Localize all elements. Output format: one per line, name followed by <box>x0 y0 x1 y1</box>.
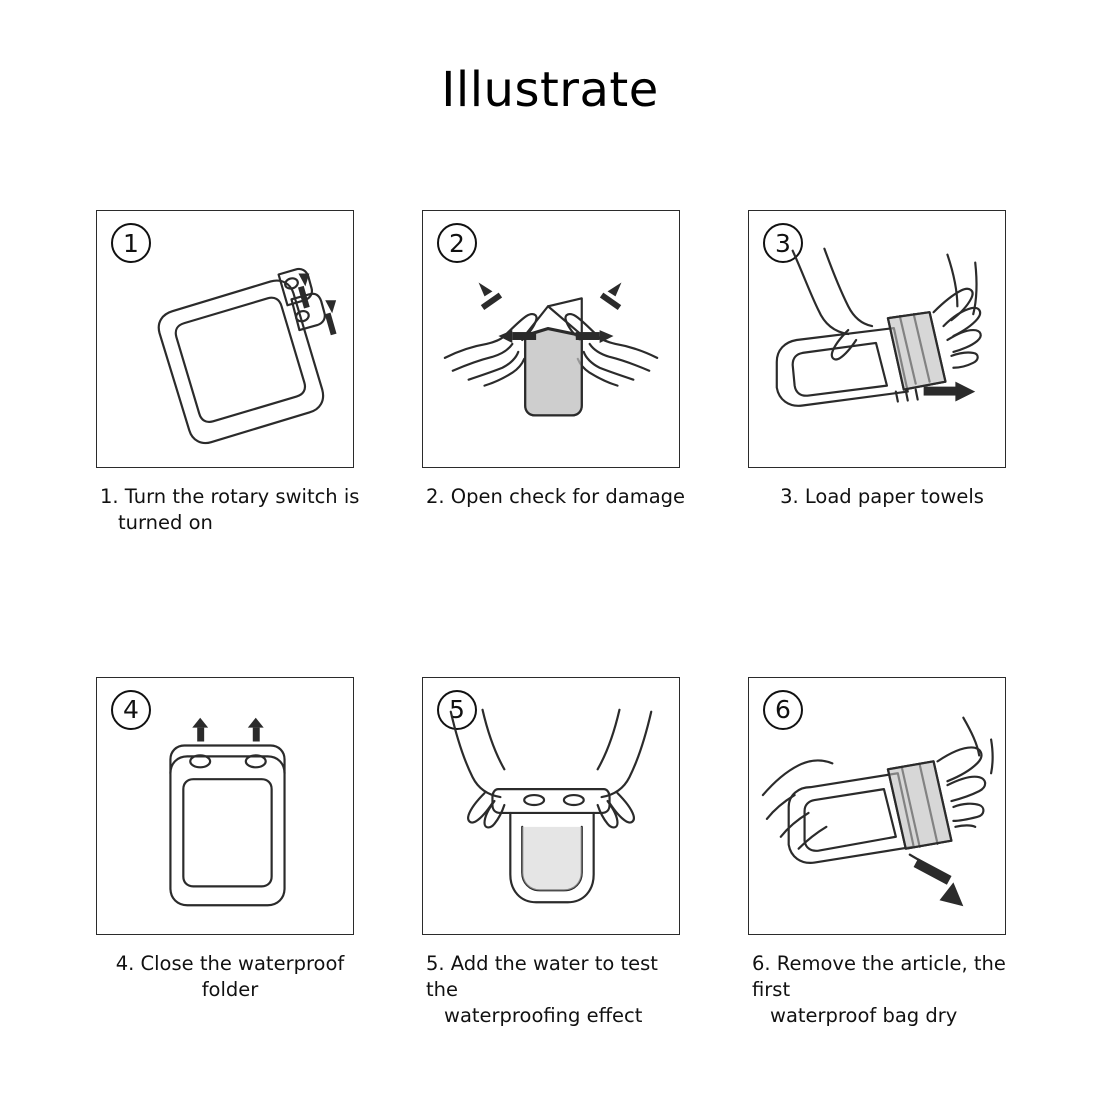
step-2-caption-line1: 2. Open check for damage <box>426 485 686 508</box>
step-3-caption-line1: 3. Load paper towels <box>780 485 984 508</box>
step-2-panel <box>422 210 680 468</box>
step-5-panel <box>422 677 680 935</box>
step-2-badge: 2 <box>437 223 477 263</box>
step-4-caption <box>96 951 364 1004</box>
step-6-caption-line1: 6. Remove the article, the first <box>752 951 1006 1001</box>
step-5-badge: 5 <box>437 690 477 730</box>
step-1-illustration <box>97 211 353 467</box>
step-2-caption <box>422 484 690 510</box>
step-1-caption <box>96 484 364 537</box>
step-3-caption <box>748 484 1016 510</box>
step-5-caption-line1: 5. Add the water to test the <box>426 951 658 1001</box>
step-3-badge: 3 <box>763 223 803 263</box>
step-5-caption <box>422 951 690 1030</box>
step-3 <box>748 210 1016 537</box>
step-4-caption-line1: 4. Close the waterproof folder <box>115 951 345 1001</box>
step-2 <box>422 210 690 537</box>
step-2-illustration <box>423 211 679 467</box>
step-6-caption <box>748 951 1016 1030</box>
step-5-caption-line2: waterproofing effect <box>444 1004 643 1028</box>
step-4 <box>96 677 364 1030</box>
step-3-illustration <box>749 211 1005 467</box>
step-6-caption-line2: waterproof bag dry <box>770 1004 958 1028</box>
step-1 <box>96 210 364 537</box>
page-title: Illustrate <box>441 62 659 118</box>
step-1-panel <box>96 210 354 468</box>
step-3-panel <box>748 210 1006 468</box>
step-6-panel <box>748 677 1006 935</box>
step-4-badge: 4 <box>111 690 151 730</box>
step-5 <box>422 677 690 1030</box>
step-6 <box>748 677 1016 1030</box>
step-1-badge: 1 <box>111 223 151 263</box>
step-1-caption-line1: 1. Turn the rotary switch is <box>100 485 360 508</box>
step-4-illustration <box>97 678 353 934</box>
step-6-badge: 6 <box>763 690 803 730</box>
step-1-caption-line2: turned on <box>118 511 213 535</box>
step-6-illustration <box>749 678 1005 934</box>
steps-grid <box>96 210 1016 1030</box>
step-4-panel <box>96 677 354 935</box>
step-5-illustration <box>423 678 679 934</box>
